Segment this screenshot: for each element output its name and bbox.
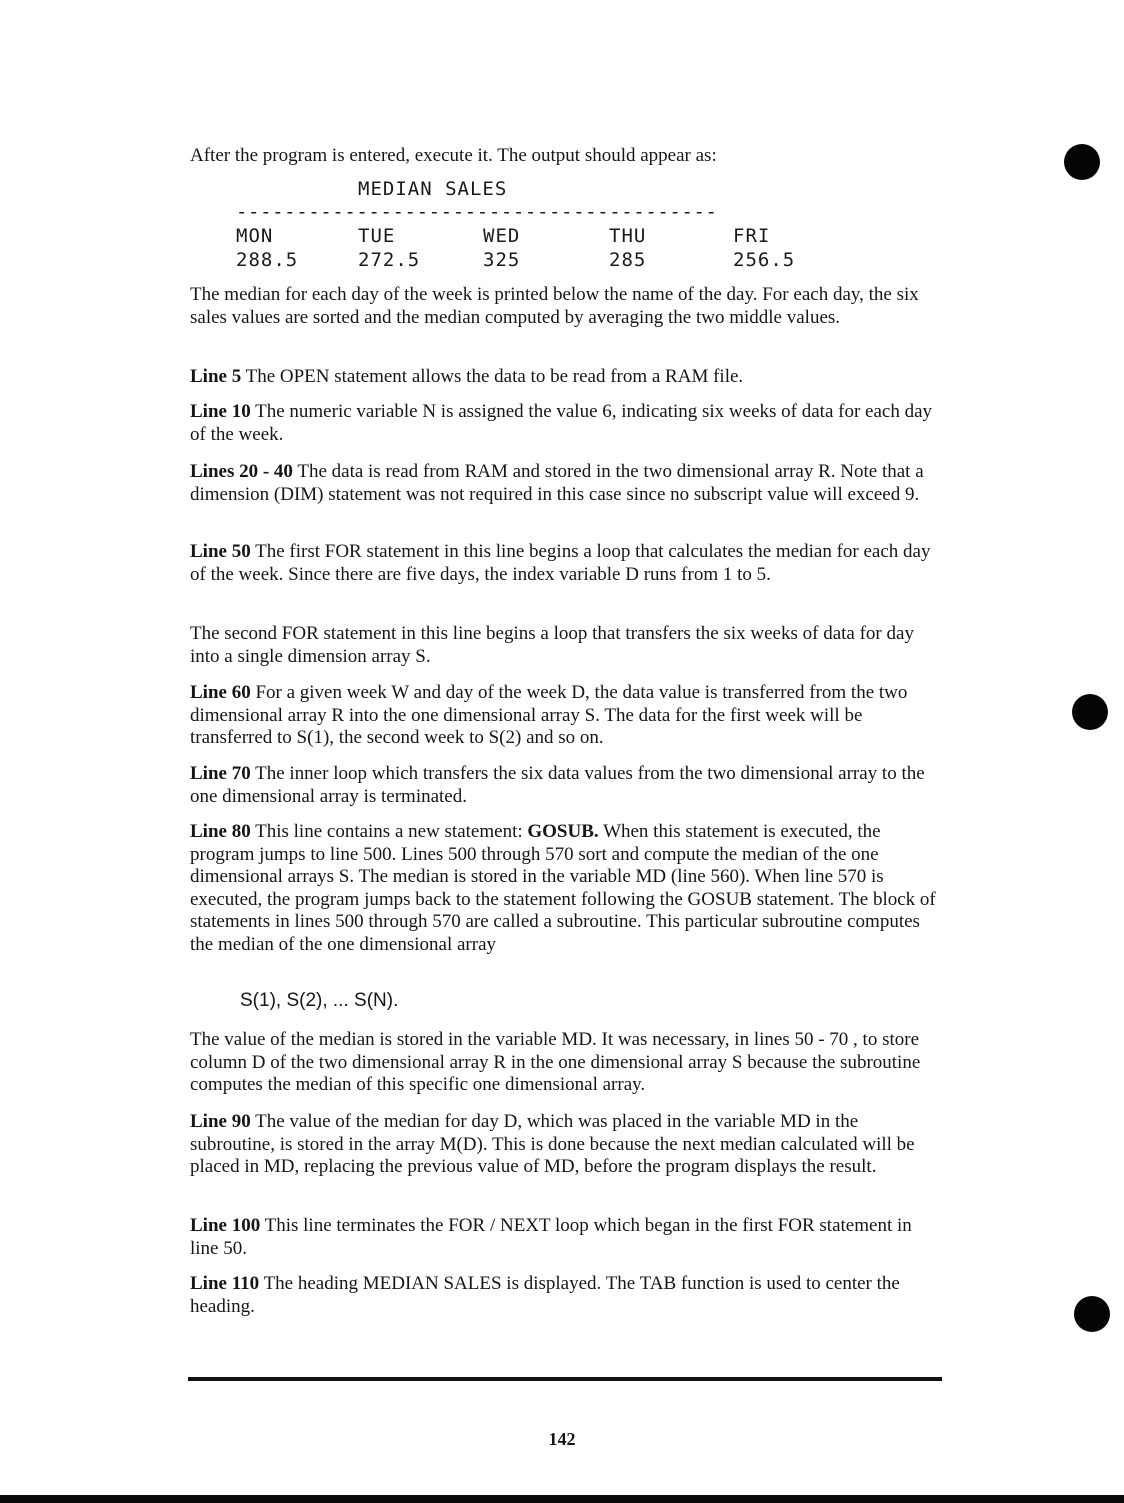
line-text: The OPEN statement allows the data to be read from a RAM file. <box>241 366 744 387</box>
line-60-para <box>190 682 942 750</box>
day-label: THU <box>609 225 647 247</box>
line-text: The value of the median is stored in the variable MD. It was necessary, in lines 50 - 70 , to store column D of the two dimensional array R in the one dimensional array S because the subroutine computes the median of this specific one dimensional array. <box>190 1029 921 1095</box>
line-text: For a given week W and day of the week D, the data value is transferred from the two dimensional array R into the one dimensional array S. The data for the first week will be transferred to S(1), the second week to S(2) and so on. <box>190 682 908 748</box>
line-text: The second FOR statement in this line begins a loop that transfers the six weeks of data for day into a single dimension array S. <box>190 623 914 667</box>
line-110-para <box>190 1273 942 1318</box>
output-title: MEDIAN SALES <box>358 178 508 200</box>
second-for-para <box>190 623 942 668</box>
intro-text: After the program is entered, execute it. The output should appear as: <box>190 145 717 166</box>
line-text: The numeric variable N is assigned the value 6, indicating six weeks of data for each day of the week. <box>190 401 933 445</box>
line-label: Line 100 <box>190 1215 261 1236</box>
median-value: 325 <box>483 249 521 271</box>
line-label: Lines 20 - 40 <box>190 461 293 482</box>
line-text: The inner loop which transfers the six data values from the two dimensional array to the one dimensional array is terminated. <box>190 763 925 807</box>
line-text: The data is read from RAM and stored in the two dimensional array R. Note that a dimension (DIM) statement was not required in this case since no subscript value will exceed 9. <box>190 461 924 505</box>
line-80-para <box>190 821 942 956</box>
output-rule: ---------------------------------------- <box>236 201 718 223</box>
line-90-para <box>190 1111 942 1179</box>
line-5-para <box>190 366 942 389</box>
day-label: WED <box>483 225 521 247</box>
line-text: The value of the median for day D, which was placed in the variable MD in the subroutine, is stored in the array M(D). This is done because the next median calculated will be placed in MD, replacing the previous value of MD, before the program displays the result. <box>190 1111 915 1177</box>
line-label: Line 80 <box>190 821 251 842</box>
punch-hole-bottom <box>1074 1296 1110 1332</box>
median-value: 256.5 <box>733 249 796 271</box>
median-value: 288.5 <box>236 249 299 271</box>
line-label: Line 70 <box>190 763 251 784</box>
median-stored-para <box>190 1029 942 1097</box>
line-text: The first FOR statement in this line begins a loop that calculates the median for each day of the week. Since there are five days, the index variable D runs from 1 to 5. <box>190 541 931 585</box>
scan-edge-bar <box>0 1495 1124 1503</box>
gosub-keyword: GOSUB. <box>527 821 599 842</box>
punch-hole-top <box>1064 144 1100 180</box>
line-label: Line 50 <box>190 541 251 562</box>
line-label: Line 60 <box>190 682 251 703</box>
line-100-para <box>190 1215 942 1260</box>
line-label: Line 110 <box>190 1273 260 1294</box>
footer-rule <box>188 1377 942 1381</box>
array-expression: S(1), S(2), ... S(N). <box>240 990 399 1011</box>
lines-20-40-para <box>190 461 942 506</box>
line-label: Line 10 <box>190 401 251 422</box>
line-label: Line 90 <box>190 1111 251 1132</box>
line-label: Line 5 <box>190 366 242 387</box>
page-number: 142 <box>548 1429 576 1449</box>
line-text: When this statement is executed, the program jumps to line 500. Lines 500 through 570 sort and compute the median of the one dimensional arrays S. The median is stored in the variable MD (line 560). When line 570 is executed, the program jumps back to the statement following the GOSUB statement. The block of statements in lines 500 through 570 are called a subroutine. This particular subroutine computes the median of the one dimensional array <box>190 821 936 955</box>
day-label: TUE <box>358 225 396 247</box>
line-text: This line contains a new statement: <box>250 821 528 842</box>
median-explanation: The median for each day of the week is printed below the name of the day. For each day, the six sales values are sorted and the median computed by averaging the two middle values. <box>190 284 919 328</box>
median-value: 285 <box>609 249 647 271</box>
day-label: FRI <box>733 225 771 247</box>
line-text: This line terminates the FOR / NEXT loop which began in the first FOR statement in line 50. <box>190 1215 912 1259</box>
line-10-para <box>190 401 942 446</box>
line-70-para <box>190 763 942 808</box>
day-label: MON <box>236 225 274 247</box>
punch-hole-middle <box>1072 694 1108 730</box>
line-50-para <box>190 541 942 586</box>
median-value: 272.5 <box>358 249 421 271</box>
line-text: The heading MEDIAN SALES is displayed. The TAB function is used to center the heading. <box>190 1273 900 1317</box>
